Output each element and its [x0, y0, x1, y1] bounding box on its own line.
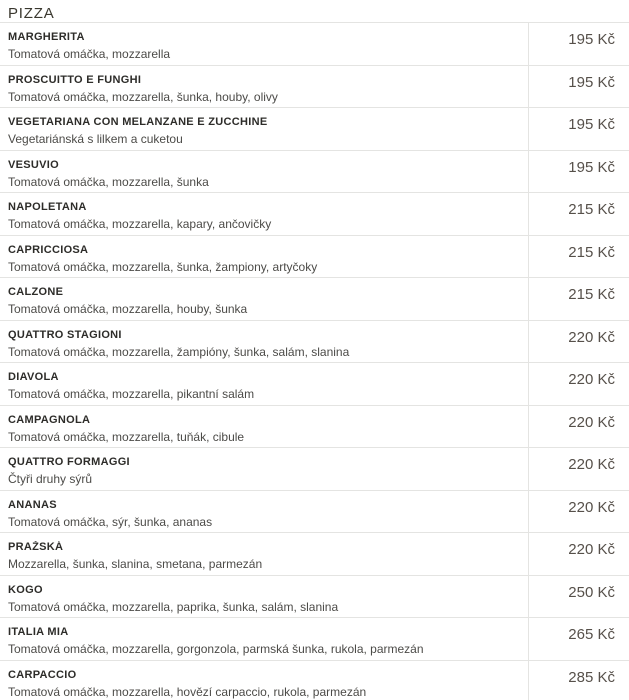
menu-item-main [0, 448, 528, 490]
menu-item-row [0, 150, 629, 193]
menu-item-price: 195 Kč [528, 151, 629, 193]
menu-item-price: 195 Kč [528, 108, 629, 150]
menu-item-name: QUATTRO STAGIONI [8, 328, 122, 341]
menu-item-name: ITALIA MIA [8, 626, 69, 638]
section-title: PIZZA [8, 5, 55, 22]
menu-item-description: Vegetariánská s lilkem a cuketou [8, 132, 183, 146]
menu-item-row [0, 575, 629, 618]
menu-item-row [0, 617, 629, 660]
menu-item-price: 285 Kč [528, 661, 629, 700]
menu-item-name: ANANAS [8, 498, 57, 511]
menu-item-row [0, 490, 629, 533]
menu-item-name: VESUVIO [8, 158, 60, 171]
menu-item-row [0, 532, 629, 575]
menu-item-main [0, 321, 528, 363]
menu-item-description: Tomatová omáčka, sýr, šunka, ananas [8, 514, 213, 529]
menu-item-description: Tomatová omáčka, mozzarella, hovězí carpaccio, rukola, parmezán [8, 684, 367, 699]
menu-list [0, 22, 629, 700]
menu-item-row [0, 447, 629, 490]
menu-item-price: 250 Kč [528, 576, 629, 618]
menu-item-main [0, 151, 528, 193]
menu-item-row [0, 405, 629, 448]
menu-item-main [0, 23, 528, 65]
menu-item-row [0, 320, 629, 363]
menu-item-main [0, 533, 528, 575]
menu-item-price: 215 Kč [528, 193, 629, 235]
menu-item-main [0, 406, 528, 448]
menu-item-description: Tomatová omáčka, mozzarella, šunka, houby, olivy [8, 89, 278, 104]
menu-item-name: NAPOLETANA [8, 201, 87, 213]
menu-item-main [0, 363, 528, 405]
menu-item-row [0, 65, 629, 108]
menu-item-name: CAMPAGNOLA [8, 413, 91, 426]
menu-item-row [0, 362, 629, 405]
menu-item-main [0, 236, 528, 278]
menu-item-row [0, 22, 629, 65]
menu-item-main [0, 193, 528, 235]
menu-item-name: DIAVOLA [8, 371, 59, 383]
menu-item-description: Tomatová omáčka, mozzarella, kapary, ančovičky [8, 217, 272, 231]
menu-item-name: CARPACCIO [8, 668, 77, 681]
menu-item-price: 220 Kč [528, 448, 629, 490]
menu-item-price: 215 Kč [528, 236, 629, 278]
menu-item-description: Tomatová omáčka, mozzarella, tuňák, cibule [8, 429, 245, 444]
menu-item-description: Tomatová omáčka, mozzarella, gorgonzola, parmská šunka, rukola, parmezán [8, 642, 424, 656]
menu-item-description: Tomatová omáčka, mozzarella, pikantní salám [8, 387, 255, 401]
menu-item-name: CAPRICCIOSA [8, 243, 89, 256]
menu-item-description: Tomatová omáčka, mozzarella, houby, šunka [8, 302, 248, 316]
menu-item-name: PRAŽSKÁ [8, 541, 64, 553]
menu-item-main [0, 661, 528, 700]
menu-item-row [0, 660, 629, 700]
menu-item-description: Tomatová omáčka, mozzarella, žampióny, šunka, salám, slanina [8, 344, 350, 359]
menu-item-price: 220 Kč [528, 491, 629, 533]
menu-item-price: 220 Kč [528, 406, 629, 448]
menu-item-description: Mozzarella, šunka, slanina, smetana, parmezán [8, 557, 263, 571]
menu-item-main [0, 618, 528, 660]
menu-item-main [0, 66, 528, 108]
menu-item-price: 220 Kč [528, 363, 629, 405]
menu-item-main [0, 491, 528, 533]
menu-item-row [0, 277, 629, 320]
menu-item-description: Tomatová omáčka, mozzarella, paprika, šunka, salám, slanina [8, 599, 339, 614]
menu-item-name: QUATTRO FORMAGGI [8, 456, 130, 468]
menu-item-description: Tomatová omáčka, mozzarella [8, 47, 171, 61]
menu-item-row [0, 192, 629, 235]
menu-item-description: Čtyři druhy sýrů [8, 472, 93, 486]
menu-item-name: MARGHERITA [8, 31, 85, 43]
menu-item-main [0, 278, 528, 320]
menu-item-description: Tomatová omáčka, mozzarella, šunka [8, 174, 209, 189]
menu-item-name: KOGO [8, 583, 43, 596]
menu-item-price: 215 Kč [528, 278, 629, 320]
menu-section-header [0, 0, 629, 22]
menu-item-name: VEGETARIANA CON MELANZANE E ZUCCHINE [8, 116, 268, 128]
menu-item-price: 195 Kč [528, 66, 629, 108]
menu-item-description: Tomatová omáčka, mozzarella, šunka, žampiony, artyčoky [8, 259, 318, 274]
menu-item-main [0, 108, 528, 150]
menu-item-name: CALZONE [8, 286, 64, 298]
menu-item-price: 220 Kč [528, 321, 629, 363]
menu-item-price: 195 Kč [528, 23, 629, 65]
menu-item-row [0, 107, 629, 150]
menu-item-price: 265 Kč [528, 618, 629, 660]
menu-item-row [0, 235, 629, 278]
menu-item-price: 220 Kč [528, 533, 629, 575]
menu-item-main [0, 576, 528, 618]
menu-item-name: PROSCUITTO E FUNGHI [8, 73, 142, 86]
